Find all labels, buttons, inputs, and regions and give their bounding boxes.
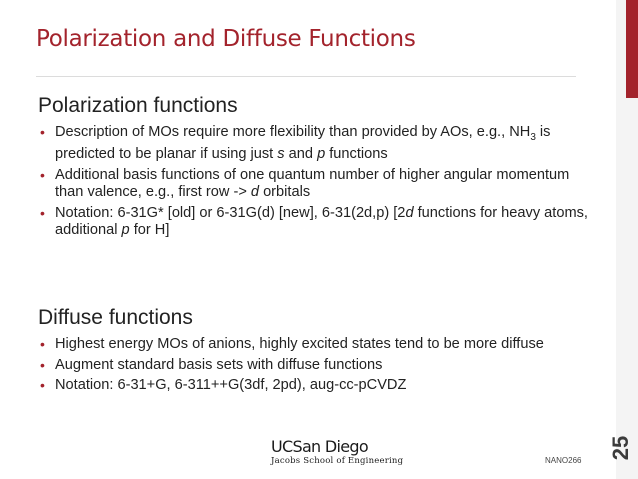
logo-wordmark: UCSan Diego — [271, 437, 368, 456]
section-polarization — [38, 94, 608, 243]
bullet-text: Augment standard basis sets with diffuse functions — [55, 356, 383, 373]
bullet-list — [38, 336, 608, 395]
bullet-text: Notation: 6-31+G, 6-311++G(3df, 2pd), aug-cc-pCVDZ — [55, 377, 407, 393]
bullet-item — [38, 377, 600, 395]
bullet-item — [38, 336, 600, 354]
bullet-text: Description of MOs require more flexibility than provided by AOs, e.g., $NH_3$ is predicted to be planar if using just s and p functions — [55, 124, 551, 163]
ucsd-jacobs-logo — [271, 437, 404, 472]
footer-course-code: NANO266 — [545, 456, 582, 465]
logo-subline: Jacobs School of Engineering — [271, 456, 404, 466]
bullet-item — [38, 205, 600, 240]
bullet-icon: • — [40, 166, 45, 183]
bullet-icon: • — [40, 377, 45, 393]
bullet-icon: • — [40, 336, 45, 352]
bullet-icon: • — [40, 356, 45, 373]
bullet-icon: • — [40, 204, 45, 221]
bullet-text: Notation: 6-31G* [old] or 6-31G(d) [new], 6-31(2d,p) [2d functions for heavy atoms, additional p for H] — [55, 204, 588, 239]
bullet-icon: • — [40, 124, 45, 140]
page-number: 25 — [608, 435, 633, 461]
accent-bar — [626, 0, 638, 98]
slide-title: Polarization and Diffuse Functions — [36, 26, 416, 52]
bullet-text: Additional basis functions of one quantum number of higher angular momentum than valence, e.g., first row -> d orbitals — [55, 166, 570, 201]
bullet-list — [38, 124, 608, 240]
bullet-item — [38, 357, 600, 375]
section-heading: Polarization functions — [38, 94, 238, 117]
bullet-item — [38, 167, 600, 202]
bullet-text: Highest energy MOs of anions, highly excited states tend to be more diffuse — [55, 336, 544, 352]
bullet-item — [38, 124, 600, 164]
section-diffuse — [38, 306, 608, 398]
title-divider — [36, 76, 576, 77]
section-heading: Diffuse functions — [38, 306, 193, 329]
